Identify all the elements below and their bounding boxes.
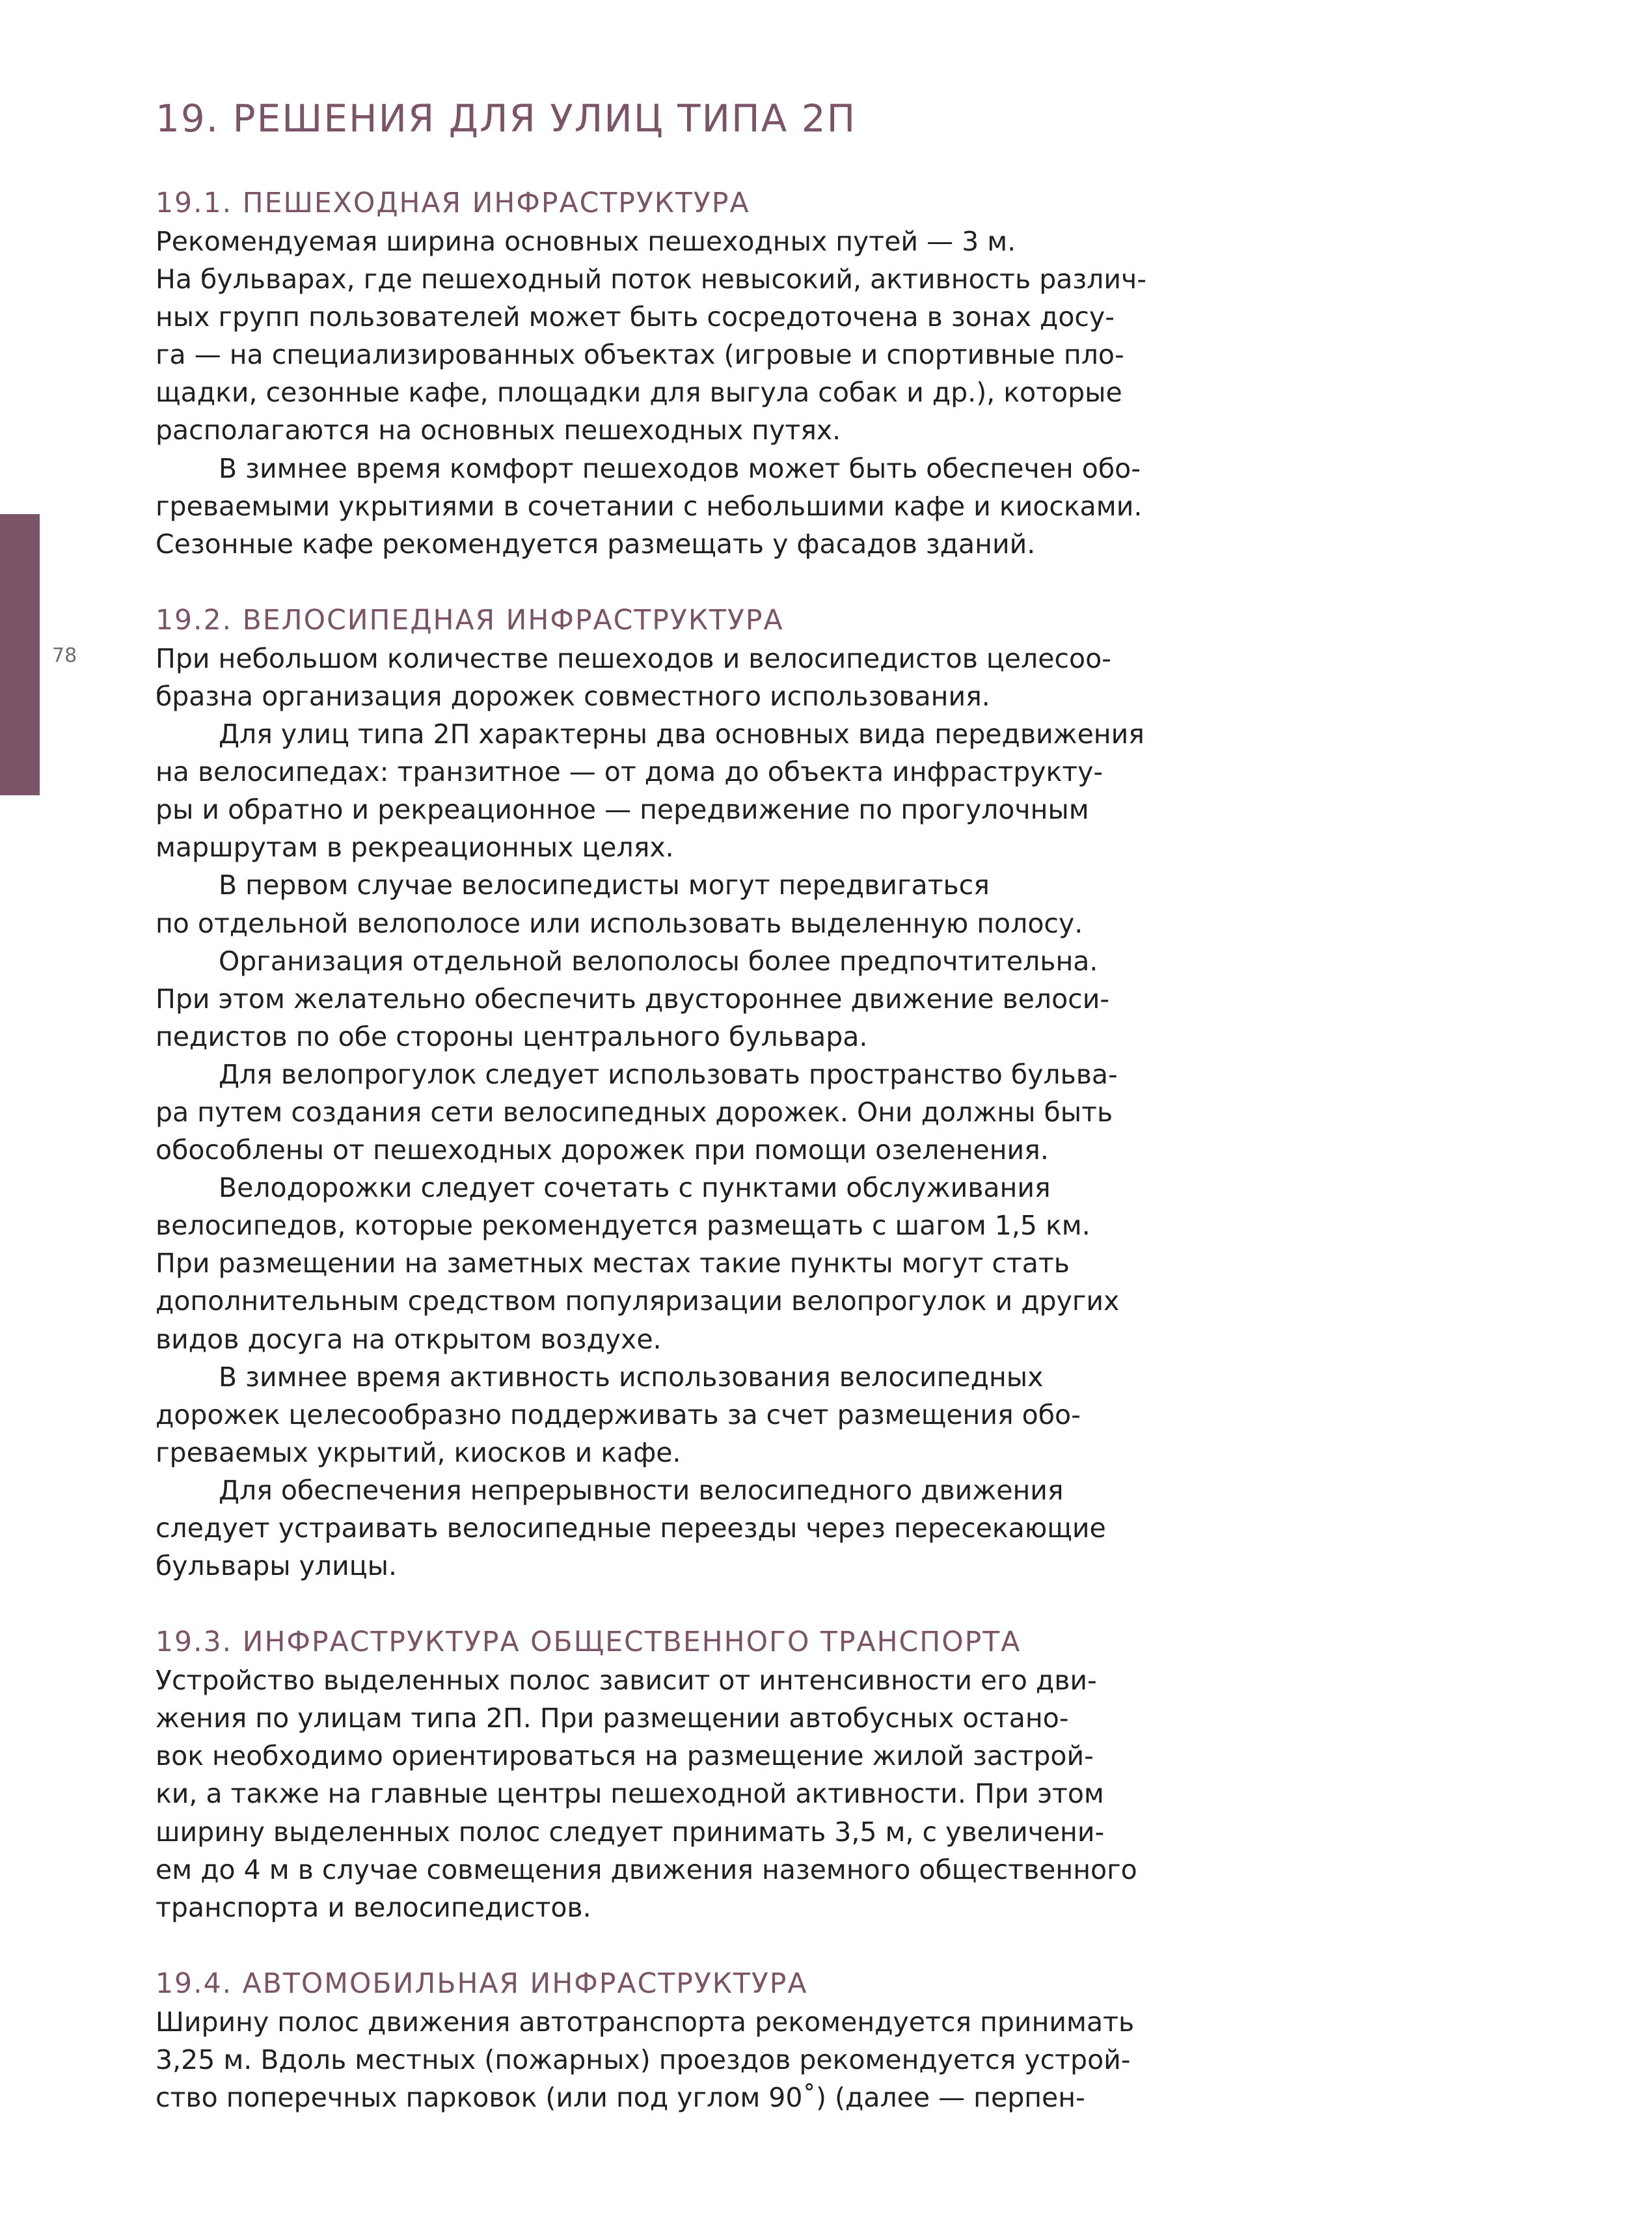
- text-line: ки, а также на главные центры пешеходной активности. При этом: [156, 1778, 1104, 1810]
- text-line: Ширину полос движения автотранспорта рекомендуется принимать: [156, 2006, 1135, 2038]
- text-line: по отдельной велополосе или использовать выделенную полосу.: [156, 907, 1083, 939]
- text-line: Для велопрогулок следует использовать пространство бульва-: [219, 1058, 1118, 1090]
- page-number: 78: [52, 644, 77, 667]
- section-automobile: [156, 1965, 1171, 2116]
- side-color-tab: [0, 514, 40, 795]
- text-line: ры и обратно и рекреационное — передвижение по прогулочным: [156, 794, 1089, 826]
- page-content: [156, 91, 1171, 2155]
- section-heading: 19.4. АВТОМОБИЛЬНАЯ ИНФРАСТРУКТУРА: [156, 1967, 808, 2000]
- section-body: [156, 223, 1171, 563]
- text-line: Рекомендуемая ширина основных пешеходных путей — 3 м.: [156, 226, 1016, 257]
- section-body: [156, 640, 1171, 1585]
- text-line: Устройство выделенных полос зависит от интенсивности его дви-: [156, 1665, 1097, 1697]
- text-line: дополнительным средством популяризации велопрогулок и других: [156, 1285, 1120, 1317]
- text-line: При размещении на заметных местах такие пункты могут стать: [156, 1248, 1070, 1279]
- text-line: обособлены от пешеходных дорожек при помощи озеленения.: [156, 1134, 1049, 1166]
- text-line: В зимнее время комфорт пешеходов может быть обеспечен обо-: [219, 452, 1141, 484]
- text-line: ных групп пользователей может быть сосредоточена в зонах досу-: [156, 301, 1115, 333]
- text-line: дорожек целесообразно поддерживать за счет размещения обо-: [156, 1399, 1081, 1430]
- text-line: Для улиц типа 2П характерны два основных вида передвижения: [219, 718, 1144, 750]
- section-heading: 19.3. ИНФРАСТРУКТУРА ОБЩЕСТВЕННОГО ТРАНСПОРТА: [156, 1626, 1022, 1659]
- section-public-transport: [156, 1624, 1171, 1926]
- section-pedestrian: [156, 185, 1171, 563]
- page-title: 19. РЕШЕНИЯ ДЛЯ УЛИЦ ТИПА 2П: [156, 96, 857, 141]
- section-bicycle: [156, 602, 1171, 1585]
- section-body: [156, 1661, 1171, 1926]
- text-line: видов досуга на открытом воздухе.: [156, 1323, 662, 1355]
- text-line: Для обеспечения непрерывности велосипедного движения: [219, 1474, 1064, 1506]
- text-line: ство поперечных парковок (или под углом 90˚) (далее — перпен-: [156, 2082, 1085, 2114]
- section-heading: 19.1. ПЕШЕХОДНАЯ ИНФРАСТРУКТУРА: [156, 187, 750, 219]
- text-line: В первом случае велосипедисты могут передвигаться: [219, 869, 990, 901]
- text-line: на велосипедах: транзитное — от дома до объекта инфраструкту-: [156, 756, 1104, 788]
- text-line: бразна организация дорожек совместного использования.: [156, 680, 990, 712]
- text-line: щадки, сезонные кафе, площадки для выгула собак и др.), которые: [156, 377, 1122, 409]
- text-line: располагаются на основных пешеходных путях.: [156, 415, 841, 446]
- text-line: При этом желательно обеспечить двустороннее движение велоси-: [156, 983, 1110, 1015]
- text-line: ширину выделенных полос следует принимать 3,5 м, с увеличени-: [156, 1816, 1105, 1848]
- text-line: греваемых укрытий, киосков и кафе.: [156, 1436, 681, 1468]
- text-line: В зимнее время активность использования велосипедных: [219, 1361, 1044, 1393]
- text-line: га — на специализированных объектах (игровые и спортивные пло-: [156, 339, 1124, 371]
- text-line: педистов по обе стороны центрального бульвара.: [156, 1020, 868, 1052]
- section-body: [156, 2003, 1171, 2116]
- text-line: При небольшом количестве пешеходов и велосипедистов целесоо-: [156, 642, 1111, 674]
- text-line: вок необходимо ориентироваться на размещение жилой застрой-: [156, 1740, 1094, 1772]
- text-line: Организация отдельной велополосы более предпочтительна.: [219, 945, 1098, 977]
- text-line: маршрутам в рекреационных целях.: [156, 832, 674, 864]
- text-line: велосипедов, которые рекомендуется размещать с шагом 1,5 км.: [156, 1210, 1090, 1242]
- text-line: греваемыми укрытиями в сочетании с небольшими кафе и киосками.: [156, 490, 1143, 522]
- text-line: ра путем создания сети велосипедных дорожек. Они должны быть: [156, 1096, 1113, 1128]
- text-line: жения по улицам типа 2П. При размещении автобусных остано-: [156, 1703, 1069, 1734]
- text-line: 3,25 м. Вдоль местных (пожарных) проездов рекомендуется устрой-: [156, 2044, 1131, 2075]
- text-line: бульвары улицы.: [156, 1550, 398, 1582]
- text-line: следует устраивать велосипедные переезды через пересекающие: [156, 1512, 1106, 1544]
- text-line: На бульварах, где пешеходный поток невысокий, активность различ-: [156, 264, 1147, 295]
- text-line: Велодорожки следует сочетать с пунктами обслуживания: [219, 1172, 1051, 1204]
- text-line: ем до 4 м в случае совмещения движения наземного общественного: [156, 1853, 1137, 1885]
- section-heading: 19.2. ВЕЛОСИПЕДНАЯ ИНФРАСТРУКТУРА: [156, 604, 784, 636]
- text-line: Сезонные кафе рекомендуется размещать у фасадов зданий.: [156, 528, 1036, 560]
- text-line: транспорта и велосипедистов.: [156, 1891, 591, 1923]
